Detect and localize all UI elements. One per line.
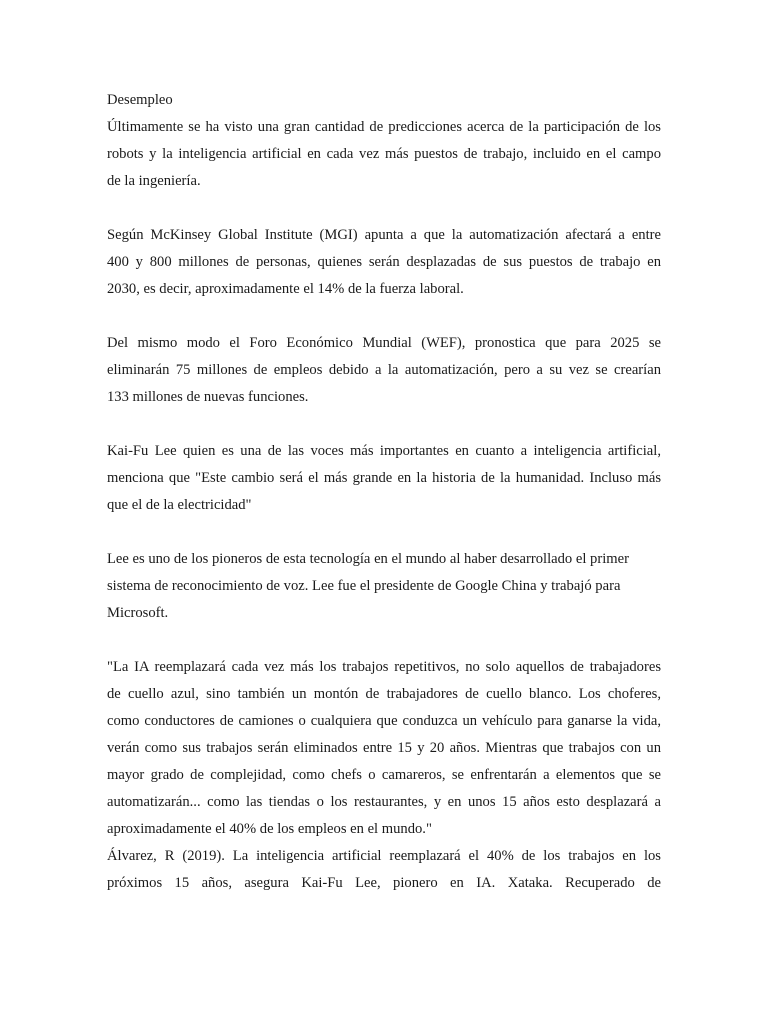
paragraph-lee-bio bbox=[107, 546, 661, 627]
paragraph-line: como conductores de camiones o cualquiera que conduzca un vehículo para ganarse la vida, bbox=[107, 713, 661, 729]
paragraph-ia-quote bbox=[107, 654, 661, 843]
paragraph-line: sistema de reconocimiento de voz. Lee fue el presidente de Google China y trabajó para bbox=[107, 578, 621, 594]
paragraph-line: de la ingeniería. bbox=[107, 173, 201, 189]
paragraph-line: Lee es uno de los pioneros de esta tecnología en el mundo al haber desarrollado el primer bbox=[107, 551, 629, 567]
paragraph-line: eliminarán 75 millones de empleos debido a la automatización, pero a su vez se crearían bbox=[107, 362, 661, 378]
paragraph-line: próximos 15 años, asegura Kai-Fu Lee, pionero en IA. Xataka. Recuperado de bbox=[107, 875, 661, 891]
paragraph-line: 2030, es decir, aproximadamente el 14% de la fuerza laboral. bbox=[107, 281, 464, 297]
paragraph-line: 133 millones de nuevas funciones. bbox=[107, 389, 309, 405]
paragraph-gap bbox=[107, 411, 661, 438]
paragraph-line: Microsoft. bbox=[107, 605, 169, 621]
paragraph-line: Álvarez, R (2019). La inteligencia artificial reemplazará el 40% de los trabajos en los bbox=[107, 848, 661, 864]
paragraph-line: menciona que "Este cambio será el más grande en la historia de la humanidad. Incluso más bbox=[107, 470, 661, 486]
paragraph-line: robots y la inteligencia artificial en cada vez más puestos de trabajo, incluido en el campo bbox=[107, 146, 661, 162]
paragraph-wef bbox=[107, 330, 661, 411]
paragraph-line: Últimamente se ha visto una gran cantidad de predicciones acerca de la participación de los bbox=[107, 119, 661, 135]
paragraph-line: "La IA reemplazará cada vez más los trabajos repetitivos, no solo aquellos de trabajadores bbox=[107, 659, 661, 675]
paragraph-intro bbox=[107, 114, 661, 195]
paragraph-gap bbox=[107, 195, 661, 222]
document-heading: Desempleo bbox=[107, 92, 173, 108]
paragraph-line: aproximadamente el 40% de los empleos en el mundo." bbox=[107, 821, 432, 837]
paragraph-line: verán como sus trabajos serán eliminados entre 15 y 20 años. Mientras que trabajos con un bbox=[107, 740, 661, 756]
paragraph-line: 400 y 800 millones de personas, quienes serán desplazadas de sus puestos de trabajo en bbox=[107, 254, 661, 270]
document-body bbox=[107, 87, 661, 897]
paragraph-kaifu-quote bbox=[107, 438, 661, 519]
paragraph-line: Según McKinsey Global Institute (MGI) apunta a que la automatización afectará a entre bbox=[107, 227, 661, 243]
paragraph-reference bbox=[107, 843, 661, 897]
paragraph-line: automatizarán... como las tiendas o los restaurantes, y en unos 15 años esto desplazará a bbox=[107, 794, 661, 810]
paragraph-line: que el de la electricidad" bbox=[107, 497, 252, 513]
paragraph-gap bbox=[107, 627, 661, 654]
paragraph-line: Del mismo modo el Foro Económico Mundial (WEF), pronostica que para 2025 se bbox=[107, 335, 661, 351]
paragraph-gap bbox=[107, 519, 661, 546]
paragraph-gap bbox=[107, 303, 661, 330]
paragraph-line: Kai-Fu Lee quien es una de las voces más importantes en cuanto a inteligencia artificial, bbox=[107, 443, 661, 459]
paragraph-line: de cuello azul, sino también un montón de trabajadores de cuello blanco. Los choferes, bbox=[107, 686, 661, 702]
paragraph-mckinsey bbox=[107, 222, 661, 303]
paragraph-line: mayor grado de complejidad, como chefs o camareros, se enfrentarán a elementos que se bbox=[107, 767, 661, 783]
